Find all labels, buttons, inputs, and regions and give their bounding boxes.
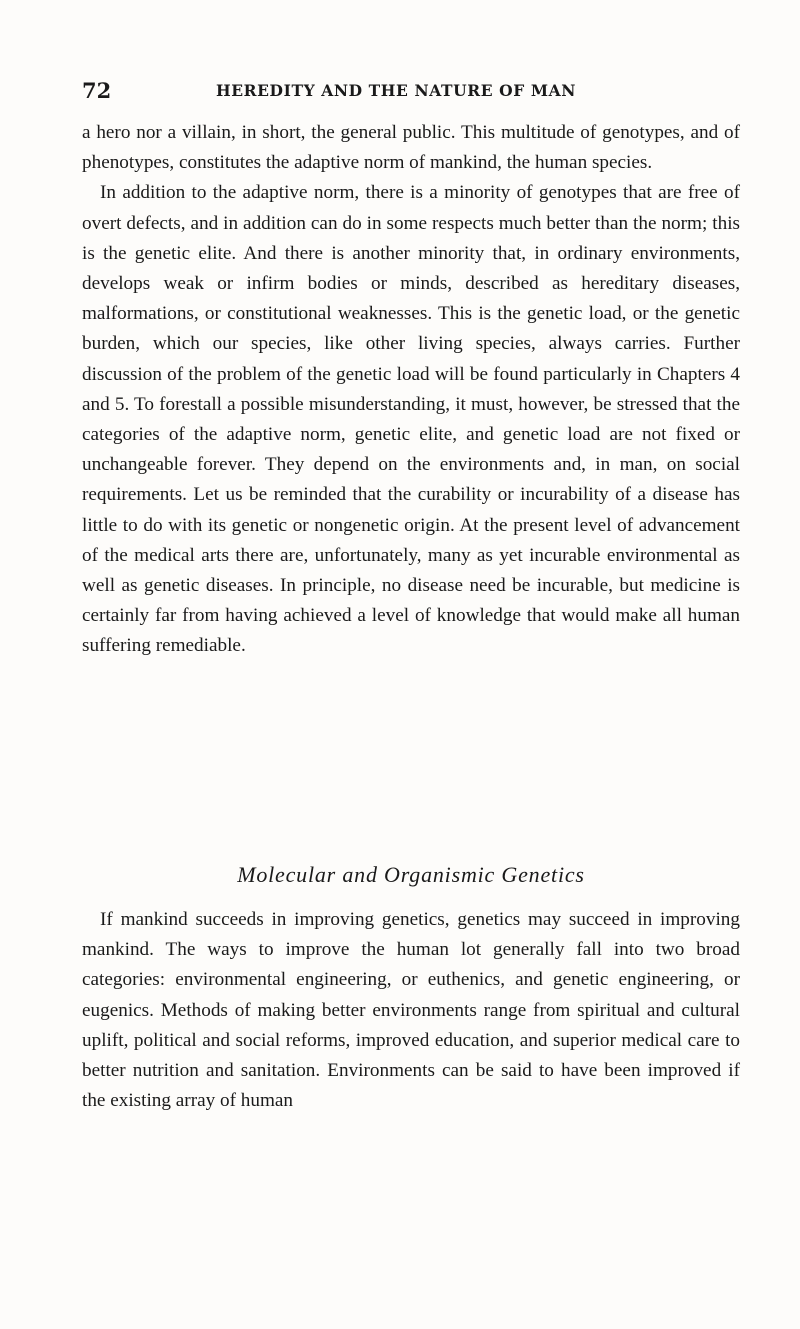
- paragraph-improving-mankind: If mankind succeeds in improving genetics, genetics may succeed in improving mankind. The ways to improve the human lot generally fall into two broad categories: environmental engineering, or euthenics, and genetic engineering, or eugenics. Methods of making better environments range from spiritual and cultural uplift, political and social reforms, improved education, and superior medical care to better nutrition and sanitation. Environments can be said to have been improved if the existing array of human: [82, 909, 740, 1112]
- running-head: [82, 78, 738, 108]
- section-body-text: [82, 905, 740, 1116]
- section-heading: Molecular and Organismic Genetics: [237, 862, 585, 887]
- body-text: [82, 118, 740, 662]
- page-number: 72: [82, 78, 112, 103]
- paragraph-genetic-load: In addition to the adaptive norm, there is a minority of genotypes that are free of overt defects, and in addition can do in some respects much better than the norm; this is the genetic elite. And there is another minority that, in ordinary environments, develops weak or infirm bodies or minds, described as hereditary diseases, malformations, or constitutional weaknesses. This is the genetic load, or the genetic burden, which our species, like other living species, always carries. Further discussion of the problem of the genetic load will be found particularly in Chapters 4 and 5. To forestall a possible misunderstanding, it must, however, be stressed that the categories of the adaptive norm, genetic elite, and genetic load are not fixed or unchangeable forever. They depend on the environments and, in man, on social requirements. Let us be reminded that the curability or incurability of a disease has little to do with its genetic or nongenetic origin. At the present level of advancement of the medical arts there are, unfortunately, many as yet incurable environmental as well as genetic diseases. In principle, no disease need be incurable, but medicine is certainly far from having achieved a level of knowledge that would make all human suffering remediable.: [82, 182, 740, 657]
- running-title: HEREDITY AND THE NATURE OF MAN: [216, 81, 577, 100]
- paragraph-continued: a hero nor a villain, in short, the general public. This multitude of genotypes, and of phenotypes, constitutes the adaptive norm of mankind, the human species.: [82, 122, 740, 174]
